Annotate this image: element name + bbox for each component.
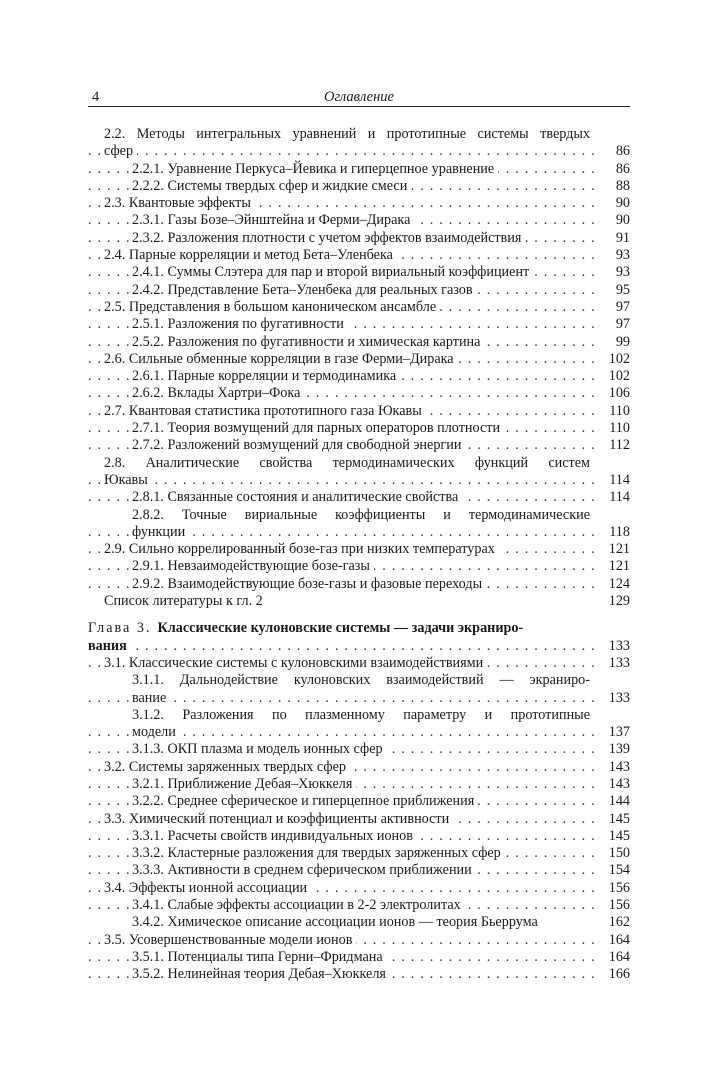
toc-page-number: 143 bbox=[600, 759, 630, 776]
toc-entry-title: 2.5.2. Разложения по фугативности и химическая картина bbox=[132, 334, 484, 351]
table-of-contents bbox=[88, 126, 630, 984]
toc-entry-title: сфер bbox=[104, 143, 137, 160]
toc-page-number: 110 bbox=[600, 420, 630, 437]
toc-page-number: 166 bbox=[600, 966, 630, 983]
chapter-gap bbox=[88, 610, 630, 620]
toc-entry[interactable] bbox=[88, 489, 630, 506]
toc-entry-title: 2.8. Аналитические свойства термодинамических функций систем bbox=[104, 454, 590, 471]
toc-page-number: 156 bbox=[600, 880, 630, 897]
toc-entry-title bbox=[88, 620, 527, 637]
toc-entry[interactable] bbox=[88, 282, 630, 299]
toc-entry[interactable] bbox=[88, 316, 630, 333]
toc-entry[interactable] bbox=[88, 593, 630, 610]
toc-entry-title: 2.3.2. Разложения плотности с учетом эффектов взаимодействия bbox=[132, 230, 525, 247]
toc-entry-title: 3.4.1. Слабые эффекты ассоциации в 2-2 электролитах bbox=[132, 897, 465, 914]
toc-entry[interactable] bbox=[88, 862, 630, 879]
running-head bbox=[88, 84, 630, 107]
toc-entry-title: 3.4.2. Химическое описание ассоциации ионов — теория Бьеррума bbox=[132, 914, 542, 931]
toc-entry[interactable] bbox=[88, 793, 630, 810]
toc-entry-title: 2.2.1. Уравнение Перкуса–Йевика и гиперцепное уравнение bbox=[132, 161, 498, 178]
toc-page-number: 133 bbox=[600, 690, 630, 707]
toc-entry[interactable] bbox=[88, 541, 630, 558]
toc-entry[interactable] bbox=[88, 880, 630, 897]
toc-page-number: 133 bbox=[600, 655, 630, 672]
toc-entry-title: 2.3.1. Газы Бозе–Эйнштейна и Ферми–Дирака bbox=[132, 212, 414, 229]
toc-entry[interactable] bbox=[88, 828, 630, 845]
toc-entry-title: 3.1.3. ОКП плазма и модель ионных сфер bbox=[132, 741, 387, 758]
toc-entry-title: 2.2. Методы интегральных уравнений и прототипные системы твердых bbox=[104, 126, 590, 142]
toc-entry-title: 3.5.2. Нелинейная теория Дебая–Хюккеля bbox=[132, 966, 390, 983]
toc-entry[interactable] bbox=[88, 576, 630, 593]
toc-entry-title: 2.5. Представления в большом каноническом ансамбле bbox=[104, 299, 440, 316]
toc-page-number: 145 bbox=[600, 811, 630, 828]
toc-entry[interactable] bbox=[88, 455, 630, 472]
toc-entry-title: 2.9.1. Невзаимодействующие бозе-газы bbox=[132, 558, 374, 575]
toc-entry[interactable] bbox=[88, 420, 630, 437]
toc-entry-title: 3.4. Эффекты ионной ассоциации bbox=[104, 880, 311, 897]
toc-page-number: 110 bbox=[600, 403, 630, 420]
toc-entry-title: 2.8.1. Связанные состояния и аналитические свойства bbox=[132, 489, 462, 506]
toc-chapter-entry[interactable] bbox=[88, 620, 630, 637]
chapter-title-cont: вания bbox=[88, 637, 127, 654]
toc-entry[interactable] bbox=[88, 914, 630, 931]
header-title: Оглавление bbox=[324, 89, 394, 105]
toc-entry-title: 3.5. Усовершенствованные модели ионов bbox=[104, 932, 356, 949]
toc-entry[interactable] bbox=[88, 724, 630, 741]
toc-entry[interactable] bbox=[88, 655, 630, 672]
toc-page-number: 150 bbox=[600, 845, 630, 862]
toc-entry-title: 3.2.1. Приближение Дебая–Хюккеля bbox=[132, 776, 356, 793]
toc-entry[interactable] bbox=[88, 437, 630, 454]
toc-entry-title: 3.2. Системы заряженных твердых сфер bbox=[104, 759, 350, 776]
toc-entry[interactable] bbox=[88, 472, 630, 489]
toc-entry[interactable] bbox=[88, 558, 630, 575]
toc-page-number: 97 bbox=[600, 316, 630, 333]
toc-page-number: 86 bbox=[600, 143, 630, 160]
toc-entry[interactable] bbox=[88, 334, 630, 351]
toc-entry-title: вание bbox=[132, 690, 170, 707]
toc-page-number: 154 bbox=[600, 862, 630, 879]
toc-page-number: 114 bbox=[600, 489, 630, 506]
toc-entry-title: 2.7. Квантовая статистика прототипного газа Юкавы bbox=[104, 403, 426, 420]
toc-entry[interactable] bbox=[88, 212, 630, 229]
toc-entry[interactable] bbox=[88, 368, 630, 385]
toc-entry-title: 3.1. Классические системы с кулоновскими взаимодействиями bbox=[104, 655, 487, 672]
toc-page-number: 118 bbox=[600, 524, 630, 541]
toc-entry[interactable] bbox=[88, 178, 630, 195]
toc-entry-title: 2.6. Сильные обменные корреляции в газе Ферми–Дирака bbox=[104, 351, 458, 368]
toc-chapter-entry[interactable] bbox=[88, 638, 630, 655]
toc-entry[interactable] bbox=[88, 507, 630, 524]
toc-entry-title: 2.6.2. Вклады Хартри–Фока bbox=[132, 385, 304, 402]
toc-page-number: 164 bbox=[600, 949, 630, 966]
chapter-label: Глава 3. bbox=[88, 620, 152, 637]
toc-entry-title: 2.4. Парные корреляции и метод Бета–Уленбека bbox=[104, 247, 397, 264]
toc-entry[interactable] bbox=[88, 949, 630, 966]
toc-entry-title: 3.2.2. Среднее сферическое и гиперцепное приближения bbox=[132, 793, 478, 810]
toc-entry[interactable] bbox=[88, 776, 630, 793]
toc-entry-title: 3.1.1. Дальнодействие кулоновских взаимодействий — экраниро- bbox=[132, 672, 590, 689]
toc-entry-title: 2.4.1. Суммы Слэтера для пар и второй вириальный коэффициент bbox=[132, 264, 533, 281]
toc-entry[interactable] bbox=[88, 230, 630, 247]
toc-entry[interactable] bbox=[88, 299, 630, 316]
toc-entry[interactable] bbox=[88, 707, 630, 724]
toc-page-number: 102 bbox=[600, 368, 630, 385]
toc-page-number: 156 bbox=[600, 897, 630, 914]
toc-entry[interactable] bbox=[88, 403, 630, 420]
toc-entry[interactable] bbox=[88, 524, 630, 541]
toc-page-number: 139 bbox=[600, 741, 630, 758]
toc-entry-title: Список литературы к гл. 2 bbox=[104, 593, 267, 610]
toc-entry-title: 2.5.1. Разложения по фугативности bbox=[132, 316, 348, 333]
toc-entry[interactable] bbox=[88, 385, 630, 402]
toc-entry-title: 3.3.3. Активности в среднем сферическом приближении bbox=[132, 862, 476, 879]
toc-entry[interactable] bbox=[88, 690, 630, 707]
toc-entry-title: 2.9. Сильно коррелированный бозе-газ при низких температурах bbox=[104, 541, 499, 558]
toc-entry-title: 2.4.2. Представление Бета–Уленбека для реальных газов bbox=[132, 282, 477, 299]
toc-page-number: 90 bbox=[600, 195, 630, 212]
toc-entry[interactable] bbox=[88, 741, 630, 758]
toc-page-number: 106 bbox=[600, 385, 630, 402]
toc-entry-title: 3.1.2. Разложения по плазменному параметру и прототипные bbox=[132, 706, 590, 723]
toc-entry[interactable] bbox=[88, 932, 630, 949]
toc-page-number: 164 bbox=[600, 932, 630, 949]
toc-entry-title: 2.7.1. Теория возмущений для парных операторов плотности bbox=[132, 420, 504, 437]
page-number: 4 bbox=[92, 89, 100, 105]
toc-page-number: 144 bbox=[600, 793, 630, 810]
toc-entry-title: Юкавы bbox=[104, 472, 152, 489]
toc-entry-title: 2.8.2. Точные вириальные коэффициенты и термодинамические bbox=[132, 506, 590, 523]
toc-page-number: 95 bbox=[600, 282, 630, 299]
toc-entry-title: 3.3. Химический потенциал и коэффициенты активности bbox=[104, 811, 453, 828]
toc-entry-title: 3.3.2. Кластерные разложения для твердых заряженных сфер bbox=[132, 845, 505, 862]
toc-page-number: 88 bbox=[600, 178, 630, 195]
toc-entry-title: 2.3. Квантовые эффекты bbox=[104, 195, 255, 212]
toc-page-number: 93 bbox=[600, 247, 630, 264]
toc-entry-title: 3.3.1. Расчеты свойств индивидуальных ионов bbox=[132, 828, 417, 845]
toc-page-number: 162 bbox=[600, 914, 630, 931]
toc-page-number: 124 bbox=[600, 576, 630, 593]
toc-page-number: 129 bbox=[600, 593, 630, 610]
toc-entry-title: 2.6.1. Парные корреляции и термодинамика bbox=[132, 368, 400, 385]
toc-page-number: 99 bbox=[600, 334, 630, 351]
toc-entry[interactable] bbox=[88, 845, 630, 862]
toc-page-number: 145 bbox=[600, 828, 630, 845]
toc-entry-title: 3.5.1. Потенциалы типа Герни–Фридмана bbox=[132, 949, 387, 966]
toc-page-number: 91 bbox=[600, 230, 630, 247]
toc-entry[interactable] bbox=[88, 195, 630, 212]
toc-entry[interactable] bbox=[88, 247, 630, 264]
toc-entry-title bbox=[88, 638, 131, 655]
chapter-title: Классические кулоновские системы — задачи экраниро- bbox=[157, 620, 524, 637]
toc-page-number: 112 bbox=[600, 437, 630, 454]
toc-page-number: 143 bbox=[600, 776, 630, 793]
toc-entry-title: 2.9.2. Взаимодействующие бозе-газы и фазовые переходы bbox=[132, 576, 486, 593]
toc-page-number: 121 bbox=[600, 558, 630, 575]
toc-page-number: 114 bbox=[600, 472, 630, 489]
toc-entry[interactable] bbox=[88, 672, 630, 689]
toc-entry[interactable] bbox=[88, 966, 630, 983]
toc-entry[interactable] bbox=[88, 811, 630, 828]
toc-entry[interactable] bbox=[88, 264, 630, 281]
toc-page-number: 133 bbox=[600, 638, 630, 655]
toc-page-number: 137 bbox=[600, 724, 630, 741]
toc-entry-title: 2.2.2. Системы твердых сфер и жидкие смеси bbox=[132, 178, 411, 195]
toc-entry[interactable] bbox=[88, 143, 630, 160]
toc-entry-title: модели bbox=[132, 724, 180, 741]
toc-page-number: 102 bbox=[600, 351, 630, 368]
toc-entry[interactable] bbox=[88, 897, 630, 914]
toc-entry-title: функции bbox=[132, 524, 189, 541]
toc-entry-title: 2.7.2. Разложений возмущений для свободной энергии bbox=[132, 437, 465, 454]
toc-entry[interactable] bbox=[88, 351, 630, 368]
toc-page-number: 121 bbox=[600, 541, 630, 558]
toc-page-number: 97 bbox=[600, 299, 630, 316]
toc-page-number: 93 bbox=[600, 264, 630, 281]
toc-entry[interactable] bbox=[88, 161, 630, 178]
toc-page-number: 90 bbox=[600, 212, 630, 229]
toc-entry[interactable] bbox=[88, 759, 630, 776]
toc-entry[interactable] bbox=[88, 126, 630, 143]
page bbox=[88, 84, 630, 983]
toc-page-number: 86 bbox=[600, 161, 630, 178]
